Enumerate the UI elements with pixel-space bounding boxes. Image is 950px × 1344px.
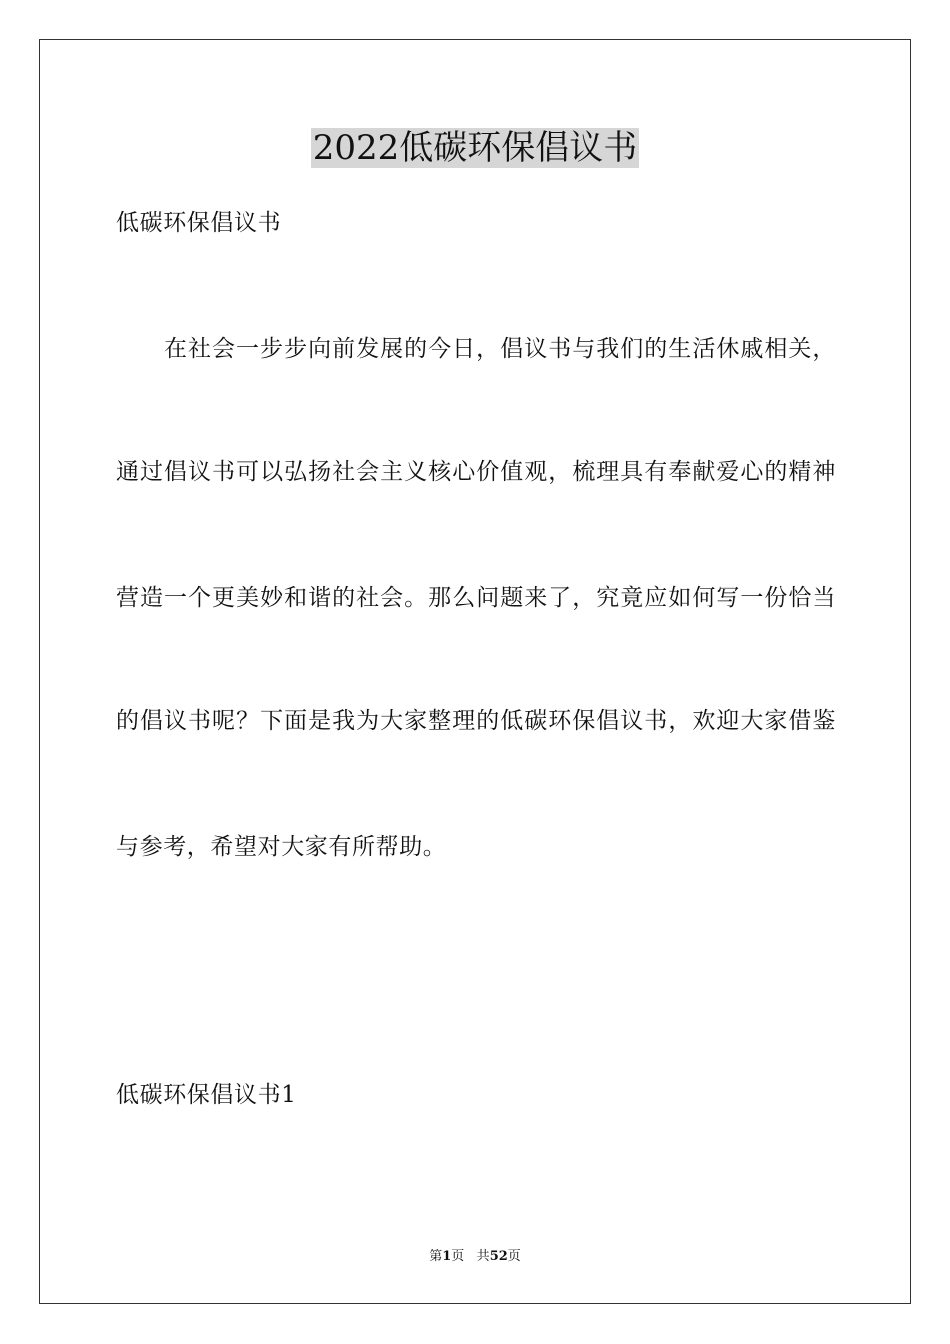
page-footer — [0, 1248, 950, 1266]
footer-total-suffix: 页 — [507, 1249, 521, 1264]
document-title-text: 2022低碳环保倡议书 — [312, 128, 638, 168]
intro-line-3: 营造一个更美妙和谐的社会。那么问题来了，究竟应如何写一份恰当 — [116, 585, 836, 611]
intro-line-2: 通过倡议书可以弘扬社会主义核心价值观，梳理具有奉献爱心的精神 — [116, 459, 836, 485]
footer-total-pages: 52 — [489, 1249, 508, 1264]
footer-page-number: 1 — [442, 1249, 452, 1264]
intro-line-4: 的倡议书呢？下面是我为大家整理的低碳环保倡议书，欢迎大家借鉴 — [116, 708, 836, 734]
intro-line-5: 与参考，希望对大家有所帮助。 — [116, 834, 447, 860]
document-subtitle: 低碳环保倡议书 — [116, 210, 282, 236]
intro-line-1: 在社会一步步向前发展的今日，倡议书与我们的生活休戚相关， — [164, 336, 836, 362]
footer-total-prefix: 共 — [476, 1249, 490, 1264]
footer-page-suffix: 页 — [451, 1249, 465, 1264]
section-heading: 低碳环保倡议书1 — [116, 1082, 297, 1108]
footer-page-prefix: 第 — [429, 1249, 443, 1264]
document-title — [0, 126, 950, 170]
